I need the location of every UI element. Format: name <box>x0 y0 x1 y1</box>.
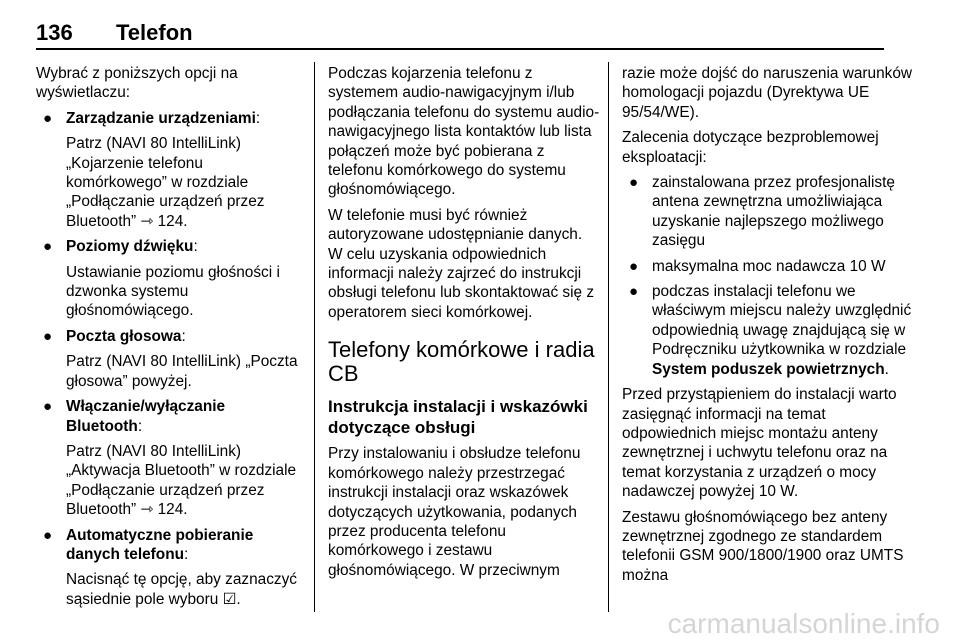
option-item: ● Włączanie/wyłączanie Bluetooth: Patrz (NAVI 80 IntelliLink) „Aktywacja Bluetooth” w rozdziale „Podłączanie urządzeń przez Bluetooth” ⇾ 124. <box>36 397 304 519</box>
column-2 <box>328 64 600 586</box>
list-item-text: podczas instalacji telefonu we właściwym miejscu należy uwzględnić odpowiednią uwagę znajdującą się w Podręczniku użytkownika w rozdziale System poduszek powietrznych. <box>652 283 912 378</box>
option-title: Włączanie/wyłączanie Bluetooth <box>66 398 226 435</box>
paragraph: Zestawu głośnomówiącego bez anteny zewnętrznej zgodnego ze standardem telefonii GSM 900/1800/1900 oraz UMTS można <box>622 508 904 584</box>
paragraph: Przed przystąpieniem do instalacji warto zasięgnąć informacji na temat odpowiednich miejsc montażu anteny zewnętrznej i uchwytu telefonu oraz na temat korzystania z urządzeń o mocy nadawczej powyżej 10 W. <box>622 386 897 501</box>
page-number: 136 <box>36 20 73 45</box>
bullet-icon: ● <box>43 398 53 416</box>
bullet-icon: ● <box>43 327 53 345</box>
chapter-reference: System poduszek powietrznych <box>652 360 885 378</box>
paragraph: Zalecenia dotyczące bezproblemowej eksploatacji: <box>622 129 879 166</box>
header-rule <box>36 48 884 50</box>
list-item-text: maksymalna moc nadawcza 10 W <box>652 257 886 275</box>
list-item <box>622 282 917 379</box>
option-title: Zarządzanie urządzeniami <box>66 109 256 127</box>
option-title: Poziomy dźwięku <box>66 238 194 256</box>
paragraph: Przy instalowaniu i obsłudze telefonu komórkowego należy przestrzegać instrukcji instalacji oraz wskazówek dotyczących użytkowania, podanych przez producenta telefonu komórkowego i zestawu głośnomówiącego. W przeciwnym <box>328 445 581 579</box>
option-description: Patrz (NAVI 80 IntelliLink) „Poczta głosowa” powyżej. <box>66 353 298 390</box>
option-item: ● Poczta głosowa: Patrz (NAVI 80 IntelliLink) „Poczta głosowa” powyżej. <box>36 327 304 391</box>
list-item-text: zainstalowana przez profesjonalistę antena zewnętrzna umożliwiająca uzyskanie najlepszego możliwego zasięgu <box>652 174 895 250</box>
column-3 <box>622 64 917 591</box>
bullet-icon: ● <box>629 174 639 192</box>
bullet-icon: ● <box>43 109 53 127</box>
option-description: Nacisnąć tę opcję, aby zaznaczyć sąsiednie pole wyboru ☑. <box>66 571 297 608</box>
option-title: Poczta głosowa <box>66 327 182 345</box>
intro-text: Wybrać z poniższych opcji na wyświetlaczu: <box>36 65 238 102</box>
bullet-icon: ● <box>43 526 53 544</box>
column-divider-2 <box>608 62 609 612</box>
option-description: Patrz (NAVI 80 IntelliLink) „Kojarzenie telefonu komórkowego” w rozdziale „Podłączanie urządzeń przez Bluetooth” ⇾ 124. <box>66 135 265 230</box>
subsection-heading: Instrukcja instalacji i wskazówki dotyczące obsługi <box>328 397 588 438</box>
bullet-icon: ● <box>43 238 53 256</box>
bullet-icon: ● <box>629 257 639 275</box>
column-divider-1 <box>314 62 315 612</box>
option-description: Patrz (NAVI 80 IntelliLink) „Aktywacja Bluetooth” w rozdziale „Podłączanie urządzeń przez Bluetooth” ⇾ 124. <box>66 442 297 519</box>
page-title: Telefon <box>116 20 193 45</box>
option-item: ● Zarządzanie urządzeniami: Patrz (NAVI 80 IntelliLink) „Kojarzenie telefonu komórkowego” w rozdziale „Podłączanie urządzeń przez Bluetooth” ⇾ 124. <box>36 109 304 231</box>
option-item: ● Automatyczne pobieranie danych telefonu: Nacisnąć tę opcję, aby zaznaczyć sąsiednie pole wyboru ☑. <box>36 526 304 610</box>
watermark: carmanualsonline.info <box>667 608 940 639</box>
option-description: Ustawianie poziomu głośności i dzwonka systemu głośnomówiącego. <box>66 263 280 320</box>
bullet-icon: ● <box>629 283 639 301</box>
paragraph: razie może dojść do naruszenia warunków homologacji pojazdu (Dyrektywa UE 95/54/WE). <box>622 65 913 121</box>
list-item <box>622 257 917 276</box>
column-1 <box>36 64 304 615</box>
option-title: Automatyczne pobieranie danych telefonu <box>66 526 254 563</box>
list-item <box>622 173 917 251</box>
option-item: ● Poziomy dźwięku: Ustawianie poziomu głośności i dzwonka systemu głośnomówiącego. <box>36 237 304 321</box>
section-heading: Telefony komórkowe i radia CB <box>328 337 595 387</box>
paragraph: Podczas kojarzenia telefonu z systemem audio-nawigacyjnym i/lub podłączania telefonu do systemu audio-nawigacyjnego lista kontaktów lub lista połączeń może być pobierana z telefonu komórkowego do systemu głośnomówiącego. <box>328 65 600 199</box>
paragraph: W telefonie musi być również autoryzowane udostępnianie danych. W celu uzyskania odpowiednich informacji należy zajrzeć do instrukcji obsługi telefonu lub skontaktować się z operatorem sieci komórkowej. <box>328 206 595 321</box>
